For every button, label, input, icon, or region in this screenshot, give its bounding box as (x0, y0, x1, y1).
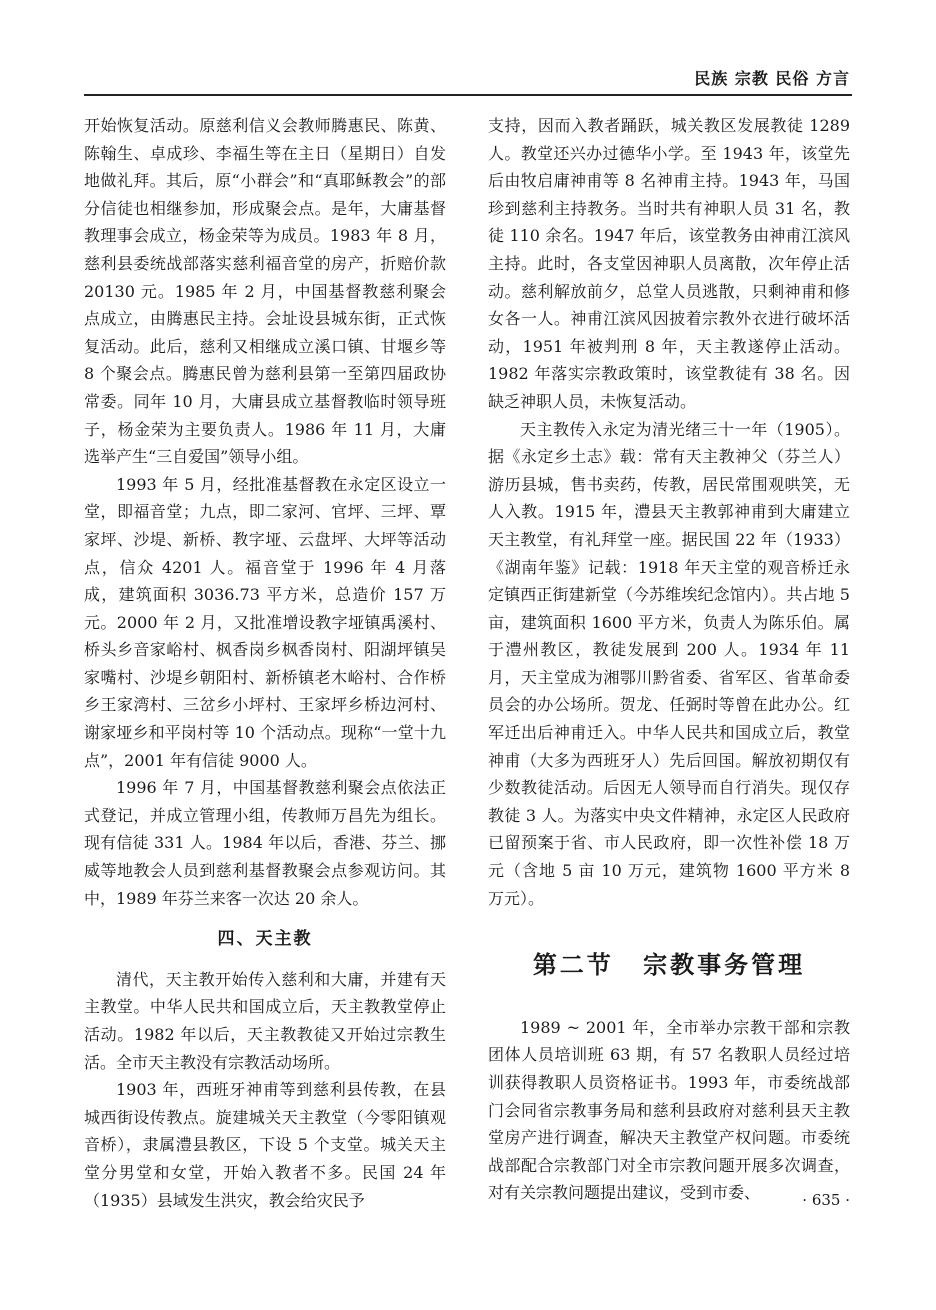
page-number: · 635 · (802, 1191, 850, 1209)
paragraph: 1903 年，西班牙神甫等到慈利县传教，在县城西街设传教点。旋建城关天主教堂（今零阳镇观音桥），隶属澧县教区，下设 5 个支堂。城关天主堂分男堂和女堂，开始入教者不多。民国 24 年（1935）县域发生洪灾，教会给灾民予 (84, 1080, 446, 1210)
paragraph: 1996 年 7 月，中国基督教慈利聚会点依法正式登记，并成立管理小组，传教师万昌先为组长。现有信徒 331 人。1984 年以后，香港、芬兰、挪威等地教会人员到慈利基督教聚会点参观访问。其中，1989 年芬兰来客一次达 20 余人。 (84, 778, 446, 908)
paragraph: 支持，因而入教者踊跃，城关教区发展教徒 1289 人。教堂还兴办过德华小学。至 1943 年，该堂先后由牧启庸神甫等 8 名神甫主持。1943 年，马国珍到慈利主持教务。当时共有神职人员 31 名，教徒 110 余名。1947 年后，该堂教务由神甫江滨风主持。此时，各支堂因神职人员离散，次年停止活动。慈利解放前夕，总堂人员逃散，只剩神甫和修女各一人。神甫江滨风因披着宗教外衣进行破坏活动，1951 年被判刑 8 年，天主教遂停止活动。1982 年落实宗教政策时，该堂教徒有 38 名。因缺乏神职人员，未恢复活动。 (488, 116, 850, 411)
chapter-section-heading: 第二节 宗教事务管理 (532, 951, 806, 980)
section-heading: 四、天主教 (217, 929, 313, 950)
paragraph: 1993 年 5 月，经批准基督教在永定区设立一堂，即福音堂；九点，即二家河、官坪、三坪、覃家坪、沙堤、新桥、教字垭、云盘坪、大坪等活动点，信众 4201 人。福音堂于 1996 年 4 月落成，建筑面积 3036.73 平方米，总造价 157 万元。2000 年 2 月，又批准增设教字垭镇禹溪村、桥头乡音家峪村、枫香岗乡枫香岗村、阳湖坪镇吴家嘴村、沙堤乡朝阳村、新桥镇老木峪村、合作桥乡王家湾村、三岔乡小坪村、王家坪乡桥边河村、谢家垭乡和平岗村等 10 个活动点。现称“一堂十九点”，2001 年有信徒 9000 人。 (84, 474, 446, 770)
paragraph: 清代，天主教开始传入慈利和大庸，并建有天主教堂。中华人民共和国成立后，天主教教堂停止活动。1982 年以后，天主教教徒又开始过宗教生活。全市天主教没有宗教活动场所。 (84, 969, 446, 1072)
header-rule (84, 94, 852, 96)
right-column (488, 112, 850, 1207)
running-header: 民族 宗教 民俗 方言 (694, 69, 850, 88)
left-column (84, 112, 446, 1214)
paragraph: 天主教传入永定为清光绪三十一年（1905）。据《永定乡土志》载：常有天主教神父（芬兰人）游历县城，售书卖药，传教，居民常围观哄笑，无人入教。1915 年，澧县天主教郭神甫到大庸建立天主教堂，有礼拜堂一座。据民国 22 年（1933）《湖南年鉴》记载：1918 年天主堂的观音桥迁永定镇西正街建新堂（今苏维埃纪念馆内）。共占地 5 亩，建筑面积 1600 平方米，负责人为陈乐伯。属于澧州教区，教徒发展到 200 人。1934 年 11 月，天主堂成为湘鄂川黔省委、省军区、省革命委员会的办公场所。贺龙、任弼时等曾在此办公。红军迁出后神甫迁入。中华人民共和国成立后，教堂神甫（大多为西班牙人）先后回国。解放初期仅有少数教徒活动。后因无人领导而自行消失。现仅存教徒 3 人。为落实中央文件精神，永定区人民政府已留预案于省、市人民政府，即一次性补偿 18 万元（含地 5 亩 10 万元，建筑物 1600 平方米 8 万元）。 (488, 419, 850, 908)
paragraph: 开始恢复活动。原慈利信义会教师腾惠民、陈黄、陈翰生、卓成珍、李福生等在主日（星期日）自发地做礼拜。其后，原“小群会”和“真耶稣教会”的部分信徒也相继参加，形成聚会点。是年，大庸基督教理事会成立，杨金荣等为成员。1983 年 8 月，慈利县委统战部落实慈利福音堂的房产，折赔价款 20130 元。1985 年 2 月，中国基督教慈利聚会点成立，由腾惠民主持。会址设县城东街，正式恢复活动。此后，慈利又相继成立溪口镇、甘堰乡等 8 个聚会点。腾惠民曾为慈利县第一至第四届政协常委。同年 10 月，大庸县成立基督教临时领导班子，杨金荣为主要负责人。1986 年 11 月，大庸选举产生“三自爱国”领导小组。 (84, 116, 446, 467)
paragraph: 1989 ~ 2001 年，全市举办宗教干部和宗教团体人员培训班 63 期，有 57 名教职人员经过培训获得教职人员资格证书。1993 年，市委统战部门会同省宗教事务局和慈利县政府对慈利县天主教堂房产进行调查，解决天主教堂产权问题。市委统战部配合宗教部门对全市宗教问题开展多次调查，对有关宗教问题提出建议，受到市委、 (488, 1017, 850, 1203)
